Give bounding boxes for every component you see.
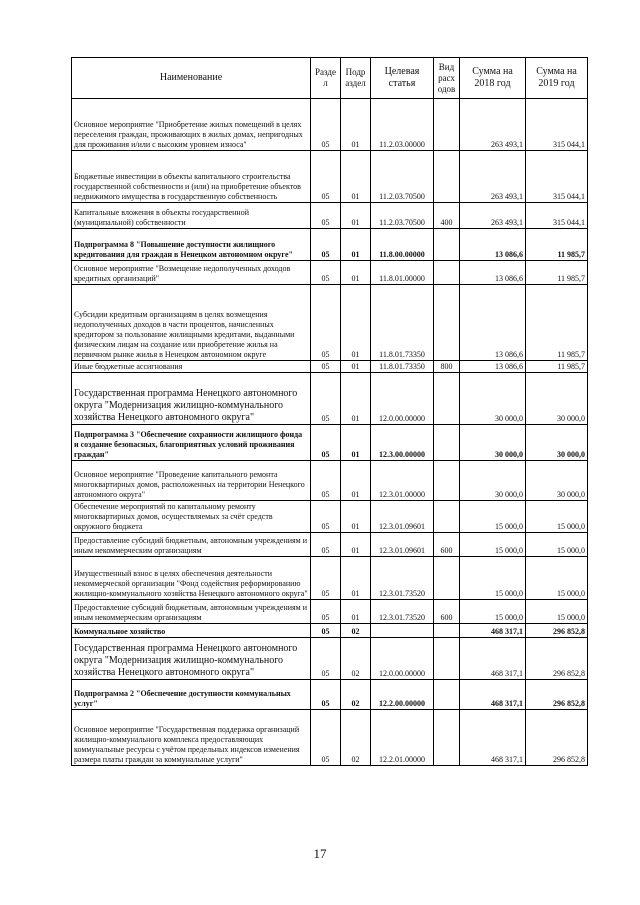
cell-section: 05 xyxy=(311,557,341,600)
cell-section: 05 xyxy=(311,638,341,680)
cell-sum-2018: 30 000,0 xyxy=(460,425,526,461)
cell-name: Субсидии кредитным организациям в целях возмещения недополученных доходов в части процентов, начисленных кредитором за пользование жилищными кредитами, выданными физическим лицам на создание или приобретение жилья на первичном рынке жилья в Ненецком автономном округе xyxy=(72,285,311,361)
cell-sum-2019: 11 985,7 xyxy=(526,229,588,261)
cell-sum-2019: 11 985,7 xyxy=(526,361,588,373)
cell-expense-type xyxy=(434,261,460,285)
table-row xyxy=(72,680,588,710)
cell-section: 05 xyxy=(311,600,341,624)
cell-sum-2018: 15 000,0 xyxy=(460,600,526,624)
budget-table xyxy=(71,57,588,766)
cell-sum-2018: 15 000,0 xyxy=(460,501,526,533)
cell-section: 05 xyxy=(311,680,341,710)
cell-expense-type xyxy=(434,638,460,680)
table-row xyxy=(72,557,588,600)
cell-name: Основное мероприятие "Проведение капитального ремонта многоквартирных домов, расположенных на территории Ненецкого автономного округа" xyxy=(72,461,311,501)
cell-expense-type xyxy=(434,229,460,261)
cell-target: 11.8.00.00000 xyxy=(371,229,434,261)
table-row xyxy=(72,285,588,361)
cell-subsection: 01 xyxy=(341,425,371,461)
table-row xyxy=(72,373,588,425)
cell-expense-type xyxy=(434,680,460,710)
table-row xyxy=(72,261,588,285)
header-section: Разде л xyxy=(311,58,341,99)
cell-subsection: 02 xyxy=(341,710,371,766)
cell-section: 05 xyxy=(311,373,341,425)
cell-sum-2019: 30 000,0 xyxy=(526,373,588,425)
cell-subsection: 02 xyxy=(341,624,371,638)
cell-subsection: 01 xyxy=(341,461,371,501)
cell-sum-2018: 13 086,6 xyxy=(460,361,526,373)
cell-target xyxy=(371,624,434,638)
cell-name: Капитальные вложения в объекты государственной (муниципальной) собственности xyxy=(72,203,311,229)
table-row xyxy=(72,638,588,680)
cell-subsection: 01 xyxy=(341,361,371,373)
table-row xyxy=(72,710,588,766)
cell-sum-2019: 296 852,8 xyxy=(526,680,588,710)
cell-section: 05 xyxy=(311,501,341,533)
cell-expense-type xyxy=(434,373,460,425)
cell-subsection: 01 xyxy=(341,151,371,203)
cell-section: 05 xyxy=(311,99,341,151)
cell-name: Подпрограмма 2 "Обеспечение доступности коммунальных услуг" xyxy=(72,680,311,710)
cell-expense-type: 600 xyxy=(434,533,460,557)
cell-sum-2018: 468 317,1 xyxy=(460,710,526,766)
cell-target: 12.3.01.09601 xyxy=(371,501,434,533)
cell-sum-2019: 15 000,0 xyxy=(526,600,588,624)
cell-sum-2018: 263 493,1 xyxy=(460,151,526,203)
cell-sum-2018: 468 317,1 xyxy=(460,638,526,680)
cell-expense-type xyxy=(434,557,460,600)
cell-target: 11.2.03.70500 xyxy=(371,151,434,203)
cell-sum-2018: 30 000,0 xyxy=(460,373,526,425)
cell-name: Подпрограмма 8 "Повышение доступности жилищного кредитования для граждан в Ненецком автономном округе" xyxy=(72,229,311,261)
cell-name: Коммунальное хозяйство xyxy=(72,624,311,638)
cell-target: 11.2.03.70500 xyxy=(371,203,434,229)
cell-sum-2018: 30 000,0 xyxy=(460,461,526,501)
cell-sum-2018: 13 086,6 xyxy=(460,229,526,261)
cell-sum-2018: 15 000,0 xyxy=(460,533,526,557)
table-body xyxy=(72,99,588,766)
cell-sum-2018: 468 317,1 xyxy=(460,624,526,638)
cell-sum-2018: 15 000,0 xyxy=(460,557,526,600)
cell-subsection: 01 xyxy=(341,229,371,261)
cell-sum-2018: 13 086,6 xyxy=(460,261,526,285)
table-row xyxy=(72,461,588,501)
cell-section: 05 xyxy=(311,425,341,461)
cell-section: 05 xyxy=(311,203,341,229)
cell-target: 12.2.00.00000 xyxy=(371,680,434,710)
cell-section: 05 xyxy=(311,710,341,766)
cell-sum-2019: 296 852,8 xyxy=(526,638,588,680)
cell-target: 12.3.01.73520 xyxy=(371,557,434,600)
table-row xyxy=(72,203,588,229)
cell-name: Предоставление субсидий бюджетным, автономным учреждениям и иным некоммерческим организациям xyxy=(72,600,311,624)
cell-name: Иные бюджетные ассигнования xyxy=(72,361,311,373)
cell-sum-2019: 15 000,0 xyxy=(526,533,588,557)
cell-target: 12.3.01.09601 xyxy=(371,533,434,557)
cell-expense-type xyxy=(434,624,460,638)
cell-target: 11.8.01.73350 xyxy=(371,285,434,361)
table-row xyxy=(72,361,588,373)
header-sum-2019: Сумма на 2019 год xyxy=(526,58,588,99)
cell-name: Государственная программа Ненецкого автономного округа "Модернизация жилищно-коммунального хозяйства Ненецкого автономного округа" xyxy=(72,373,311,425)
cell-subsection: 01 xyxy=(341,600,371,624)
cell-subsection: 01 xyxy=(341,261,371,285)
cell-expense-type xyxy=(434,151,460,203)
cell-section: 05 xyxy=(311,261,341,285)
cell-target: 11.8.01.73350 xyxy=(371,361,434,373)
table-row xyxy=(72,533,588,557)
cell-expense-type xyxy=(434,285,460,361)
table-row xyxy=(72,501,588,533)
cell-subsection: 02 xyxy=(341,638,371,680)
cell-expense-type xyxy=(434,461,460,501)
cell-expense-type xyxy=(434,425,460,461)
cell-target: 12.0.00.00000 xyxy=(371,373,434,425)
cell-target: 11.8.01.00000 xyxy=(371,261,434,285)
cell-section: 05 xyxy=(311,461,341,501)
cell-expense-type: 800 xyxy=(434,361,460,373)
table-row xyxy=(72,425,588,461)
cell-name: Основное мероприятие "Приобретение жилых помещений в целях переселения граждан, проживающих в жилых домах, непригодных для проживания и/или с высоким уровнем износа" xyxy=(72,99,311,151)
cell-sum-2019: 315 044,1 xyxy=(526,203,588,229)
header-sum-2018: Сумма на 2018 год xyxy=(460,58,526,99)
cell-section: 05 xyxy=(311,533,341,557)
cell-name: Подпрограмма 3 "Обеспечение сохранности жилищного фонда и создание безопасных, благоприятных условий проживания граждан" xyxy=(72,425,311,461)
cell-sum-2018: 263 493,1 xyxy=(460,203,526,229)
cell-target: 11.2.03.00000 xyxy=(371,99,434,151)
cell-subsection: 01 xyxy=(341,501,371,533)
cell-name: Предоставление субсидий бюджетным, автономным учреждениям и иным некоммерческим организациям xyxy=(72,533,311,557)
cell-sum-2019: 11 985,7 xyxy=(526,285,588,361)
cell-target: 12.3.00.00000 xyxy=(371,425,434,461)
cell-sum-2019: 15 000,0 xyxy=(526,501,588,533)
cell-name: Бюджетные инвестиции в объекты капитального строительства государственной собственности и (или) на приобретение объектов недвижимого имущества в государственную собственность xyxy=(72,151,311,203)
cell-subsection: 01 xyxy=(341,99,371,151)
cell-section: 05 xyxy=(311,285,341,361)
cell-expense-type xyxy=(434,710,460,766)
table-header-row xyxy=(72,58,588,99)
table-row xyxy=(72,600,588,624)
table-row xyxy=(72,99,588,151)
cell-sum-2019: 315 044,1 xyxy=(526,99,588,151)
cell-sum-2019: 11 985,7 xyxy=(526,261,588,285)
cell-sum-2019: 30 000,0 xyxy=(526,425,588,461)
cell-target: 12.3.01.73520 xyxy=(371,600,434,624)
cell-sum-2019: 296 852,8 xyxy=(526,624,588,638)
cell-name: Основное мероприятие "Возмещение недополученных доходов кредитных организаций" xyxy=(72,261,311,285)
header-subsection: Подр аздел xyxy=(341,58,371,99)
cell-target: 12.2.01.00000 xyxy=(371,710,434,766)
cell-name: Основное мероприятие "Государственная поддержка организаций жилищно-коммунального комплекса предоставляющих коммунальные ресурсы с учётом предельных индексов изменения размера платы граждан за коммунальные услуги" xyxy=(72,710,311,766)
cell-subsection: 01 xyxy=(341,373,371,425)
cell-target: 12.0.00.00000 xyxy=(371,638,434,680)
cell-sum-2019: 30 000,0 xyxy=(526,461,588,501)
cell-subsection: 01 xyxy=(341,285,371,361)
header-target: Целевая статья xyxy=(371,58,434,99)
cell-subsection: 01 xyxy=(341,533,371,557)
cell-sum-2019: 315 044,1 xyxy=(526,151,588,203)
cell-name: Обеспечение мероприятий по капитальному ремонту многоквартирных домов, осуществляемых за счёт средств окружного бюджета xyxy=(72,501,311,533)
table-row xyxy=(72,151,588,203)
cell-sum-2018: 263 493,1 xyxy=(460,99,526,151)
cell-expense-type: 400 xyxy=(434,203,460,229)
cell-sum-2018: 468 317,1 xyxy=(460,680,526,710)
table-row xyxy=(72,624,588,638)
cell-subsection: 01 xyxy=(341,557,371,600)
cell-target: 12.3.01.00000 xyxy=(371,461,434,501)
cell-section: 05 xyxy=(311,151,341,203)
cell-name: Имущественный взнос в целях обеспечения деятельности некоммерческой организации "Фонд содействия реформированию жилищно-коммунального хозяйства Ненецкого автономного округа" xyxy=(72,557,311,600)
cell-expense-type xyxy=(434,501,460,533)
header-name: Наименование xyxy=(72,58,311,99)
cell-section: 05 xyxy=(311,624,341,638)
cell-subsection: 02 xyxy=(341,680,371,710)
cell-section: 05 xyxy=(311,361,341,373)
cell-expense-type: 600 xyxy=(434,600,460,624)
page-number: 17 xyxy=(313,846,327,861)
cell-name: Государственная программа Ненецкого автономного округа "Модернизация жилищно-коммунального хозяйства Ненецкого автономного округа" xyxy=(72,638,311,680)
cell-sum-2019: 15 000,0 xyxy=(526,557,588,600)
cell-expense-type xyxy=(434,99,460,151)
cell-section: 05 xyxy=(311,229,341,261)
header-expense-type: Вид расх одов xyxy=(434,58,460,99)
cell-sum-2018: 13 086,6 xyxy=(460,285,526,361)
cell-subsection: 01 xyxy=(341,203,371,229)
cell-sum-2019: 296 852,8 xyxy=(526,710,588,766)
table-row xyxy=(72,229,588,261)
